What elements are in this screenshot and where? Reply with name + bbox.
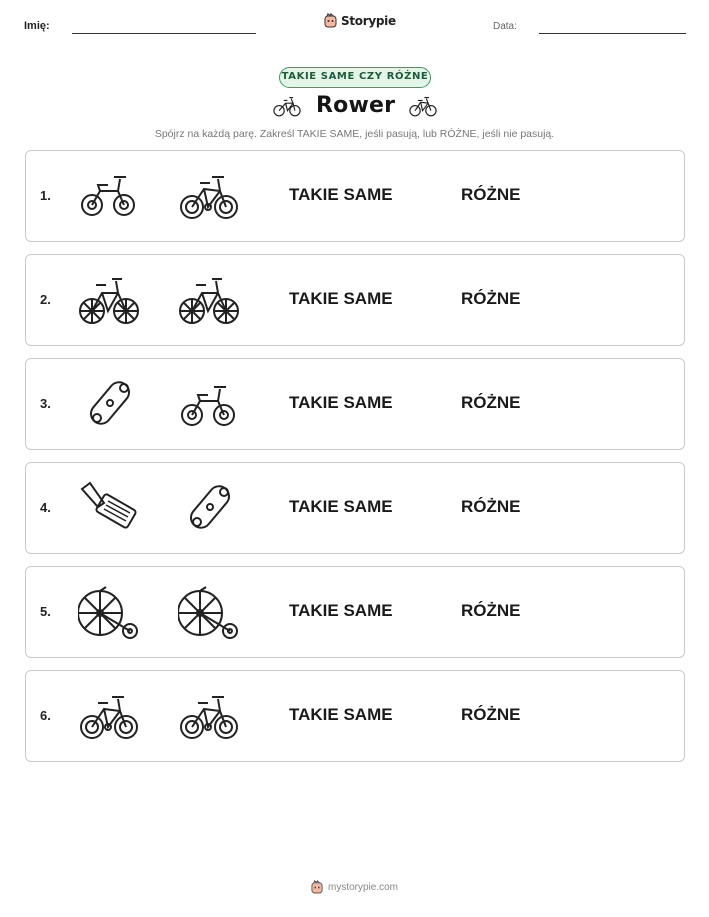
row-number: 6. bbox=[40, 708, 51, 723]
rozne-option[interactable]: RÓŻNE bbox=[461, 705, 521, 724]
takie-same-option[interactable]: TAKIE SAME bbox=[289, 289, 393, 308]
balance-bike-icon bbox=[178, 375, 240, 435]
takie-same-option[interactable]: TAKIE SAME bbox=[289, 705, 393, 724]
page-title: Rower bbox=[316, 93, 396, 118]
brand-name: Storypie bbox=[341, 13, 396, 28]
name-field[interactable] bbox=[72, 33, 256, 34]
kids-bike-icon bbox=[78, 271, 140, 331]
penny-farthing-icon bbox=[178, 583, 240, 643]
exercise-row bbox=[25, 566, 685, 658]
bike-icon bbox=[406, 92, 440, 120]
date-field[interactable] bbox=[539, 33, 686, 34]
rozne-option[interactable]: RÓŻNE bbox=[461, 497, 521, 516]
row-number: 1. bbox=[40, 188, 51, 203]
row-number: 3. bbox=[40, 396, 51, 411]
rozne-option[interactable]: RÓŻNE bbox=[461, 289, 521, 308]
row-number: 5. bbox=[40, 604, 51, 619]
balance-bike-icon bbox=[78, 167, 140, 227]
mountain-bike-icon bbox=[78, 687, 140, 747]
rozne-option[interactable]: RÓŻNE bbox=[461, 601, 521, 620]
instructions: Spójrz na każdą parę. Zakreśl TAKIE SAME, jeśli pasują, lub RÓŻNE, jeśli nie pasują. bbox=[154, 128, 555, 140]
takie-same-option[interactable]: TAKIE SAME bbox=[289, 497, 393, 516]
mountain-bike-icon bbox=[178, 167, 240, 227]
kids-bike-icon bbox=[178, 271, 240, 331]
exercise-row bbox=[25, 254, 685, 346]
name-label: Imię: bbox=[24, 20, 50, 32]
chain-link-icon bbox=[78, 375, 140, 435]
storypie-mascot-icon bbox=[311, 880, 323, 894]
row-number: 4. bbox=[40, 500, 51, 515]
footer-url[interactable]: mystorypie.com bbox=[327, 881, 398, 893]
row-number: 2. bbox=[40, 292, 51, 307]
storypie-mascot-icon bbox=[324, 13, 337, 28]
mountain-bike-icon bbox=[178, 687, 240, 747]
worksheet-type-badge: TAKIE SAME CZY RÓŻNE bbox=[279, 67, 431, 88]
date-label: Data: bbox=[493, 21, 517, 32]
exercise-row bbox=[25, 462, 685, 554]
bike-icon bbox=[270, 92, 304, 120]
chain-link-icon bbox=[178, 479, 240, 539]
pedal-icon bbox=[78, 479, 140, 539]
title-row bbox=[0, 90, 709, 126]
exercise-row bbox=[25, 670, 685, 762]
worksheet-header bbox=[0, 0, 709, 50]
takie-same-option[interactable]: TAKIE SAME bbox=[289, 601, 393, 620]
exercise-row bbox=[25, 150, 685, 242]
penny-farthing-icon bbox=[78, 583, 140, 643]
brand-logo bbox=[324, 13, 396, 28]
takie-same-option[interactable]: TAKIE SAME bbox=[289, 393, 393, 412]
rozne-option[interactable]: RÓŻNE bbox=[461, 393, 521, 412]
rozne-option[interactable]: RÓŻNE bbox=[461, 185, 521, 204]
exercise-row bbox=[25, 358, 685, 450]
footer bbox=[0, 880, 709, 894]
takie-same-option[interactable]: TAKIE SAME bbox=[289, 185, 393, 204]
